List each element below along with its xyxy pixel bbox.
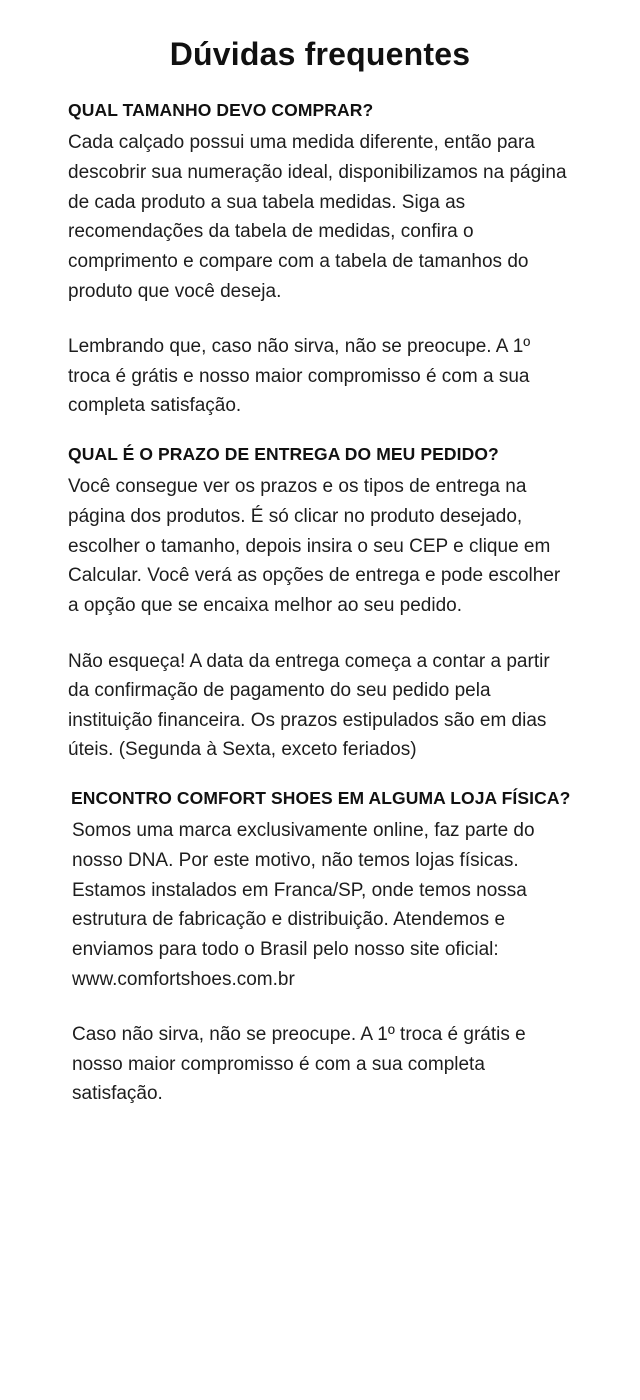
- faq-answer-paragraph: Você consegue ver os prazos e os tipos de entrega na página dos produtos. É só clicar no produto desejado, escolher o tamanho, depois insira o seu CEP e clique em Calcular. Você verá as opções de entrega e pode escolher a opção que se encaixa melhor ao seu pedido.: [68, 476, 561, 616]
- faq-list: [0, 73, 640, 1109]
- faq-answer-paragraph: Não esqueça! A data da entrega começa a contar a partir da confirmação de pagamento do seu pedido pela instituição financeira. Os prazos estipulados são em dias úteis. (Segunda à Sexta, exceto feriados): [68, 650, 550, 761]
- faq-question: ENCONTRO COMFORT SHOES EM ALGUMA LOJA FÍSICA?: [71, 788, 571, 809]
- faq-answer-paragraph: Cada calçado possui uma medida diferente, então para descobrir sua numeração ideal, disponibilizamos na página de cada produto a sua tabela medidas. Siga as recomendações da tabela de medidas, confira o comprimento e compare com a tabela de tamanhos do produto que você deseja.: [68, 132, 567, 302]
- faq-item-size: [68, 99, 572, 421]
- faq-question: QUAL TAMANHO DEVO COMPRAR?: [68, 100, 374, 120]
- faq-question: QUAL É O PRAZO DE ENTREGA DO MEU PEDIDO?: [68, 444, 499, 465]
- faq-answer-paragraph: Lembrando que, caso não sirva, não se preocupe. A 1º troca é grátis e nosso maior compromisso é com a sua completa satisfação.: [68, 336, 531, 417]
- faq-answer-paragraph: Caso não sirva, não se preocupe. A 1º troca é grátis e nosso maior compromisso é com a sua completa satisfação.: [72, 1024, 526, 1105]
- page-title: Dúvidas frequentes: [169, 36, 471, 72]
- faq-answer-paragraph: Somos uma marca exclusivamente online, faz parte do nosso DNA. Por este motivo, não temos lojas físicas. Estamos instalados em Franca/SP, onde temos nossa estrutura de fabricação e distribuição. Atendemos e enviamos para todo o Brasil pelo nosso site oficial: www.comfortshoes.com.br: [72, 820, 535, 990]
- faq-item-physical-store: [68, 787, 572, 1109]
- faq-item-delivery: [68, 443, 572, 765]
